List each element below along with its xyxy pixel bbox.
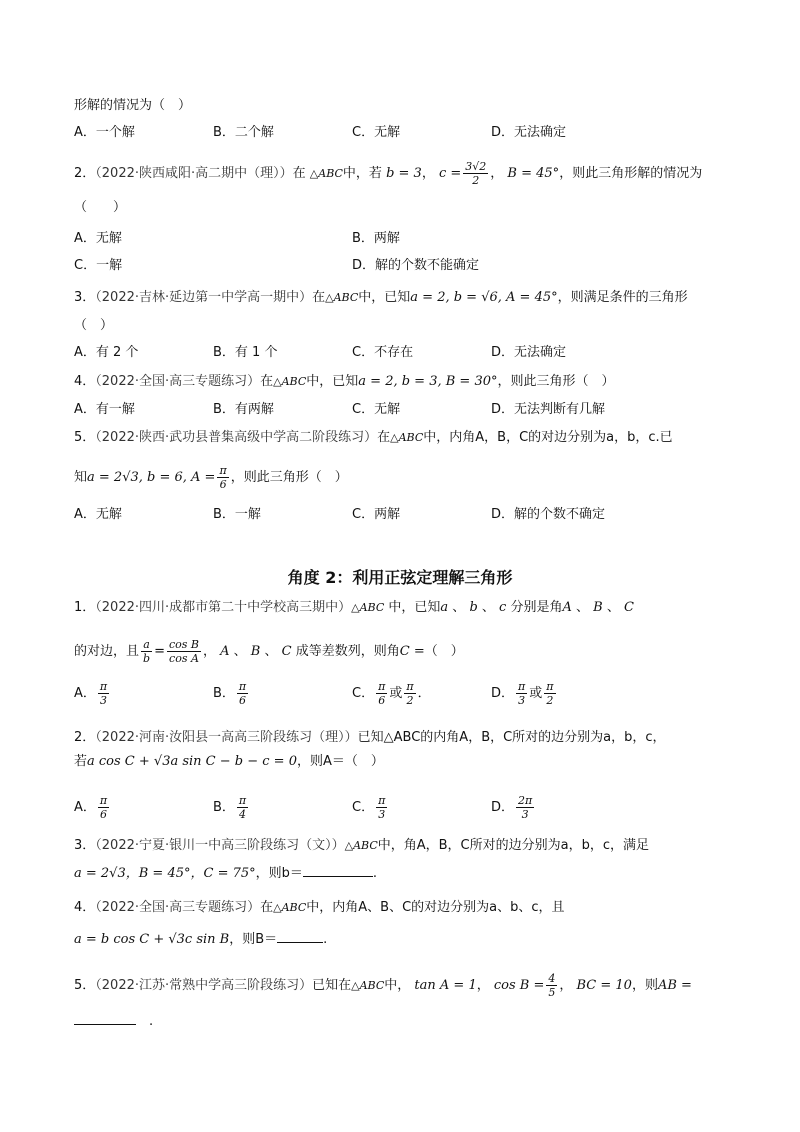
question-source: （2022·四川·成都市第二十中学校高三期中） [95, 600, 352, 615]
answer-paren: （ ） [74, 200, 127, 215]
question-source: （2022·全国·高三专题练习） [95, 374, 261, 389]
question-source: （2022·陕西·武功县普集高级中学高二阶段练习） [95, 430, 378, 445]
option-b: B．两解 [352, 231, 400, 246]
section-title: 角度 2：利用正弦定理解三角形 [287, 568, 513, 587]
option-d: D．无法判断有几解 [491, 402, 606, 417]
option-a: A．无解 [74, 231, 122, 246]
triangle-label: △ABC [273, 375, 307, 388]
option-a: A． $\frac{\pi}{3}$ [74, 680, 108, 707]
question-source: （2022·江苏·常熟中学高三阶段练习） [95, 978, 313, 993]
section2-question-3-line2: a = 2√3，B = 45°，C = 75°，则b＝ . [74, 862, 738, 884]
option-d: D． $\frac{2\pi}{3}$ [491, 794, 533, 821]
triangle-label: △ABC [273, 901, 307, 914]
section2-question-1: 1．（2022·四川·成都市第二十中学校高三期中）△ABC 中，已知a 、 b 、 c 分别是角A 、 B 、 C [74, 600, 634, 615]
fraction: $\frac{3√2}{2}$ [465, 160, 487, 187]
triangle-label: △ABC [390, 431, 424, 444]
question-2: 2．（2022·陕西咸阳·高二期中（理））在 △ABC中，若 b = 3， c = $\frac{3√2}{2}$ ， B = 45°，则此三角形解的情况为 [74, 160, 703, 187]
question-source: （2022·河南·汝阳县一高高三阶段练习（理）） [95, 730, 358, 745]
option-a: A．有 2 个 [74, 345, 139, 360]
option-d: D．解的个数不确定 [491, 507, 606, 522]
triangle-label: △ABC [351, 979, 385, 992]
option-a: A．一个解 [74, 125, 135, 140]
section2-question-1-line2: 的对边，且 $\frac{a}{b}$ = $\frac{\text{cos B}}{\text{cos A}}$ ， A 、 B 、 C 成等差数列，则角C =（ ） [74, 638, 464, 665]
option-c: C．不存在 [352, 345, 414, 360]
option-d: D．无法确定 [491, 125, 567, 140]
option-d: D．解的个数不能确定 [352, 258, 480, 273]
answer-blank[interactable] [277, 928, 323, 943]
answer-blank[interactable] [303, 862, 373, 877]
question-5-line2: 知a = 2√3, b = 6, A = $\frac{\pi}{6}$ ，则此三角形（ ） [74, 464, 348, 491]
option-d: D． $\frac{\pi}{3}$ 或 $\frac{\pi}{2}$ [491, 680, 554, 707]
option-b: B． $\frac{\pi}{6}$ [213, 680, 247, 707]
option-a: A．无解 [74, 507, 122, 522]
answer-blank[interactable] [74, 1010, 136, 1025]
question-3: 3．（2022·吉林·延边第一中学高一期中）在△ABC中，已知a = 2, b = √6, A = 45°，则满足条件的三角形 [74, 290, 688, 305]
fraction: $\frac{\pi}{6}$ [219, 464, 227, 491]
option-a: A．有一解 [74, 402, 135, 417]
section2-question-4: 4．（2022·全国·高三专题练习）在△ABC中，内角A、B、C的对边分别为a、b、c，且 [74, 900, 565, 915]
option-b: B．一解 [213, 507, 261, 522]
option-a: A． $\frac{\pi}{6}$ [74, 794, 108, 821]
option-c: C． $\frac{\pi}{6}$ 或 $\frac{\pi}{2}$ ． [352, 680, 431, 707]
triangle-label: △ABC [309, 167, 343, 180]
question-5: 5．（2022·陕西·武功县普集高级中学高二阶段练习）在△ABC中，内角A，B，C的对边分别为a，b，c.已 [74, 430, 673, 445]
section2-question-3: 3．（2022·宁夏·银川一中高三阶段练习（文））△ABC中，角A，B，C所对的边分别为a，b，c，满足 [74, 838, 650, 853]
option-c: C．两解 [352, 507, 401, 522]
triangle-label: △ABC [351, 601, 385, 614]
option-c: C．无解 [352, 402, 401, 417]
section2-question-5: 5．（2022·江苏·常熟中学高三阶段练习）已知在△ABC中， tan A = 1， cos B = $\frac{4}{5}$ ， BC = 10，则AB = [74, 972, 692, 999]
section2-question-5-line2: . [74, 1010, 738, 1032]
question-4: 4．（2022·全国·高三专题练习）在△ABC中，已知a = 2, b = 3, B = 30°，则此三角形（ ） [74, 374, 615, 389]
option-c: C．一解 [74, 258, 123, 273]
option-c: C．无解 [352, 125, 401, 140]
option-b: B．有两解 [213, 402, 274, 417]
question-continuation: 形解的情况为（ ） [74, 98, 192, 113]
answer-paren: （ ） [74, 318, 114, 333]
option-b: B． $\frac{\pi}{4}$ [213, 794, 247, 821]
question-source: （2022·陕西咸阳·高二期中（理）） [95, 166, 293, 181]
section2-question-2: 2．（2022·河南·汝阳县一高高三阶段练习（理））已知△ABC的内角A，B，C所对的边分别为a，b，c， [74, 730, 666, 745]
triangle-label: △ABC [325, 291, 359, 304]
section2-question-2-line2: 若a cos C + √3a sin C − b − c = 0，则A＝（ ） [74, 754, 384, 769]
option-d: D．无法确定 [491, 345, 567, 360]
question-source: （2022·吉林·延边第一中学高一期中） [95, 290, 313, 305]
question-source: （2022·全国·高三专题练习） [95, 900, 261, 915]
option-b: B．有 1 个 [213, 345, 278, 360]
option-c: C． $\frac{\pi}{3}$ [352, 794, 386, 821]
option-b: B．二个解 [213, 125, 274, 140]
triangle-label: △ABC [344, 839, 378, 852]
section2-question-4-line2: a = b cos C + √3c sin B，则B＝ . [74, 928, 738, 950]
question-source: （2022·宁夏·银川一中高三阶段练习（文）） [95, 838, 345, 853]
